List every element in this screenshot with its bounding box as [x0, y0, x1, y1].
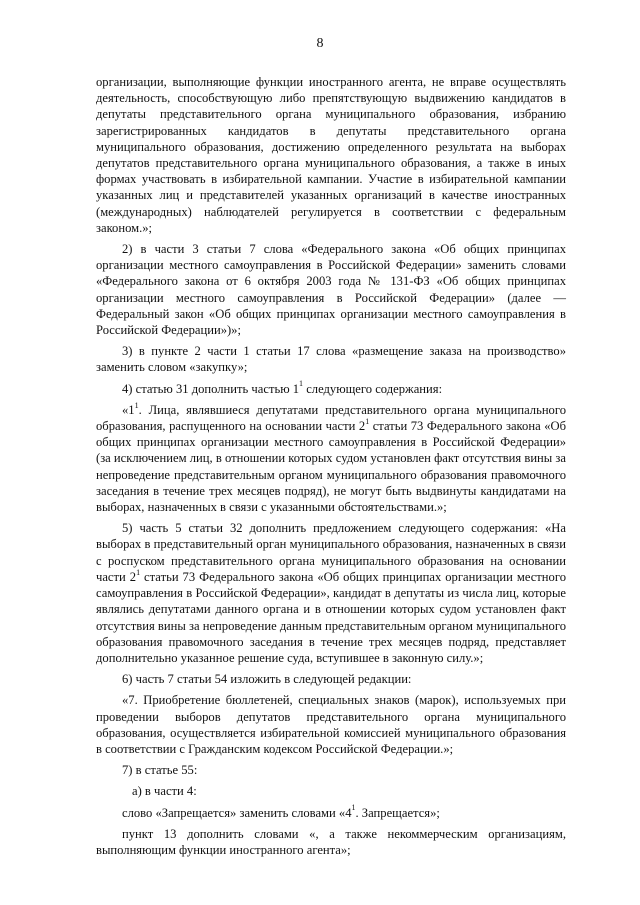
paragraph-p12 — [96, 826, 566, 858]
paragraph-text: 3) в пункте 2 части 1 статьи 17 слова «размещение заказа на производство» заменить словом «закупку»; — [96, 344, 566, 375]
superscript: 1 — [299, 379, 304, 389]
document-body — [96, 74, 566, 863]
paragraph-p8 — [96, 692, 566, 757]
paragraph-text: 5) часть 5 статьи 32 дополнить предложением следующего содержания: «На выборах в представительный орган муниципального образования, назначенных в связи с роспуском представительного органа муниципального образования на основании части 2 — [96, 521, 566, 584]
paragraph-text: статьи 73 Федерального закона «Об общих принципах организации местного самоуправления в Российской Федерации», кандидат в депутаты из числа лиц, которые являлись депутатами данного органа и в отношении которых судом установлен факт отсутствия вины за непроведение данным представительным органом муниципального образования правомочного заседания в течение трех месяцев подряд, представляет дополнительно указанное решение суда, вступившее в законную силу.»; — [96, 569, 566, 665]
paragraph-text: 4) статью 31 дополнить частью 1 — [122, 381, 300, 396]
paragraph-p6 — [96, 520, 566, 666]
paragraph-text: «7. Приобретение бюллетеней, специальных знаков (марок), используемых при проведении выборов депутатов представительного органа муниципального образования, осуществляется избирательной комиссией муниципального образования в соответствии с Гражданским кодексом Российской Федерации.»; — [96, 693, 566, 756]
superscript: 1 — [351, 803, 356, 813]
paragraph-p5 — [96, 402, 566, 515]
paragraph-text: 2) в части 3 статьи 7 слова «Федерального закона «Об общих принципах организации местного самоуправления в Российской Федерации» заменить словами «Федерального закона от 6 октября 2003 года № 131-ФЗ «Об общих принципах организации местного самоуправления в Российской Федерации» (далее — Федеральный закон «Об общих принципах организации местного самоуправления в Российской Федерации»)»; — [96, 242, 566, 338]
paragraph-p11 — [96, 805, 566, 821]
paragraph-p9 — [96, 762, 566, 778]
paragraph-text: пункт 13 дополнить словами «, а также некоммерческим организациям, выполняющим функции иностранного агента»; — [96, 826, 566, 857]
paragraph-p2 — [96, 241, 566, 338]
paragraph-text: 7) в статье 55: — [122, 763, 198, 778]
paragraph-p4 — [96, 381, 566, 397]
paragraph-text: . Запрещается»; — [355, 805, 440, 820]
paragraph-text: слово «Запрещается» заменить словами «4 — [122, 805, 352, 820]
paragraph-text: 6) часть 7 статьи 54 изложить в следующей редакции: — [122, 672, 412, 687]
paragraph-p3 — [96, 343, 566, 375]
paragraph-p1 — [96, 74, 566, 236]
paragraph-p10 — [96, 783, 566, 799]
paragraph-text: статьи 73 Федерального закона «Об общих принципах организации местного самоуправления в Российской Федерации» (за исключением лиц, в отношении которых судом установлен факт отсутствия вины за непроведение представительным органом муниципального образования правомочного заседания в течение трех месяцев подряд), не могут быть выдвинуты кандидатами на выборах, назначенных в связи с указанными обстоятельствами.»; — [96, 419, 566, 515]
superscript: 1 — [136, 567, 141, 577]
paragraph-text: а) в части 4: — [132, 784, 197, 799]
superscript: 1 — [365, 416, 370, 426]
superscript: 1 — [134, 400, 139, 410]
paragraph-text: организации, выполняющие функции иностранного агента, не вправе осуществлять деятельность, способствующую либо препятствующую выдвижению кандидатов в депутаты представительного органа муниципального образования, избранию зарегистрированных кандидатов в депутаты представительного органа муниципального образования, достижению определенного результата на выборах депутатов представительного органа муниципального образования, а также в иных формах участвовать в избирательной кампании. Участие в избирательной кампании указанных лиц и представителей указанных организаций в качестве иностранных (международных) наблюдателей регулируется в соответствии с федеральным законом.»; — [96, 75, 566, 235]
page-number: 8 — [316, 36, 324, 51]
paragraph-text: . Лица, являвшиеся депутатами представительного органа муниципального образования, распущенного на основании части 2 — [96, 402, 566, 434]
paragraph-text: «1 — [122, 402, 135, 417]
paragraph-p7 — [96, 671, 566, 687]
paragraph-text: следующего содержания: — [303, 381, 443, 396]
